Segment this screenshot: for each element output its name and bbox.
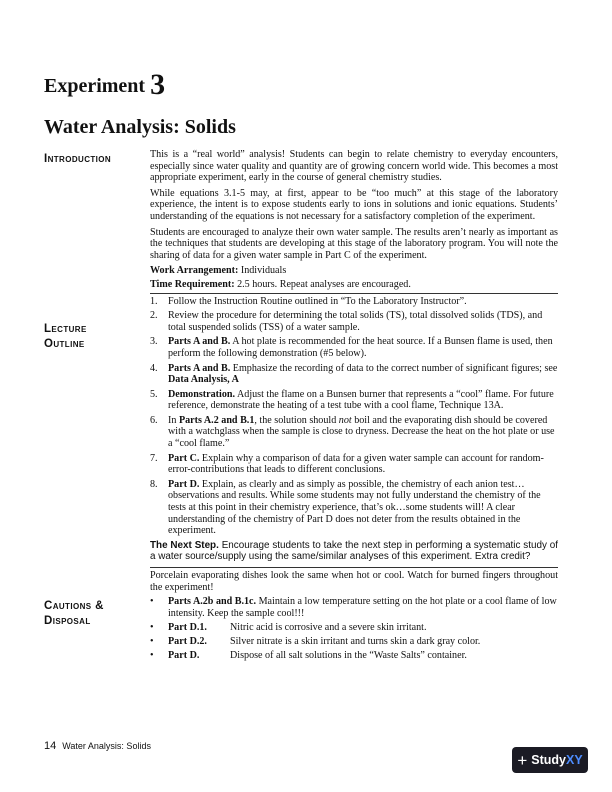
section-label-introduction: Introduction [44, 153, 112, 165]
section-divider [150, 567, 558, 568]
footer-title: Water Analysis: Solids [62, 741, 151, 751]
time-requirement: Time Requirement: 2.5 hours. Repeat analyses are encouraged. [150, 278, 411, 290]
next-step-paragraph: The Next Step. Encourage students to take the next step in performing a systematic study of a water source/supply using the same/similar analyses of this experiment. Extra credit? [150, 539, 559, 563]
section-label-cautions: Cautions & Disposal [44, 600, 104, 627]
experiment-label: Experiment [44, 75, 146, 97]
intro-paragraph: This is a “real world” analysis! Students can begin to relate chemistry to everyday encounters, especially since water quality and quantity are of growing concern world wide. This becomes a most appropriate experiment, early in the course of general chemistry studies. [150, 149, 558, 184]
caution-item: • Part D.2. Silver nitrate is a skin irritant and turns skin a dark gray color. [150, 635, 481, 647]
intro-paragraph: Students are encouraged to analyze their own water sample. The results aren’t nearly as important as the techniques that students are developing at this stage of the laboratory program. You will note the sharing of data for a given water sample in Part C of the experiment. [150, 226, 558, 261]
lecture-outline-list [150, 296, 558, 537]
experiment-title [44, 70, 165, 100]
caution-item: • Part D.1. Nitric acid is corrosive and a severe skin irritant. [150, 621, 427, 633]
outline-item: 1. Follow the Instruction Routine outlined in “To the Laboratory Instructor”. [150, 295, 467, 307]
caution-item: • Parts A.2b and B.1c. Maintain a low temperature setting on the hot plate or a cool flame of low intensity. Keep the sample cool!!! [150, 596, 557, 619]
page-footer [44, 740, 151, 752]
outline-item: 4. Parts A and B. Emphasize the recording of data to the correct number of significant figures; see Data Analysis, A [150, 362, 558, 386]
outline-item: 3. Parts A and B. A hot plate is recommended for the heat source. If a Bunsen flame is used, then perform the following demonstration (#5 below). [150, 336, 553, 359]
cautions-list [150, 596, 558, 661]
plus-icon: + [517, 750, 528, 770]
section-label-lecture-outline: Lecture Outline [44, 323, 87, 350]
section-divider [150, 293, 558, 294]
intro-paragraph: While equations 3.1-5 may, at first, appear to be “too much” at this stage of the laboratory experience, the intent is to expose students early to ions in solutions and ionic equations. Students’ understanding of the equations is not necessary for a satisfactory completion of the experiment. [150, 187, 558, 222]
introduction-body [150, 149, 558, 664]
outline-item: 7. Part C. Explain why a comparison of data for a given water sample can account for random-error-contributions that leads to different conclusions. [150, 452, 544, 476]
badge-xy: XY [565, 753, 583, 767]
outline-item: 5. Demonstration. Adjust the flame on a Bunsen burner that represents a “cool” flame. For future reference, demonstrate the heating of a test tube with a cool flame, Technique 13A. [150, 388, 554, 412]
page-number: 14 [44, 740, 57, 752]
page-subtitle: Water Analysis: Solids [44, 116, 236, 138]
work-arrangement: Work Arrangement: Individuals [150, 265, 287, 277]
cautions-intro: Porcelain evaporating dishes look the same when hot or cool. Watch for burned fingers throughout the experiment! [150, 570, 558, 593]
experiment-number: 3 [150, 68, 166, 101]
outline-item: 6. In Parts A.2 and B.1, the solution should not boil and the evaporating dish should be covered with a watchglass when the sample is close to dryness. Decrease the heat on the hot plate or use a “cool flame.” [150, 414, 555, 450]
caution-item: • Part D. Dispose of all salt solutions in the “Waste Salts” container. [150, 650, 467, 662]
outline-item: 2. Review the procedure for determining the total solids (TS), total dissolved solids (TDS), and total suspended solids (TSS) of a water sample. [150, 310, 543, 333]
badge-study: Study [531, 753, 566, 767]
studyxy-badge[interactable] [512, 747, 588, 773]
outline-item: 8. Part D. Explain, as clearly and as simply as possible, the chemistry of each anion test…observations and results. While some students may not fully understand the chemistry of the tests at this point in their chemistry experience, that’s ok…some students will! A clear understanding of the chemistry of Part D does not deter from the results obtained in the experiment. [150, 478, 541, 537]
